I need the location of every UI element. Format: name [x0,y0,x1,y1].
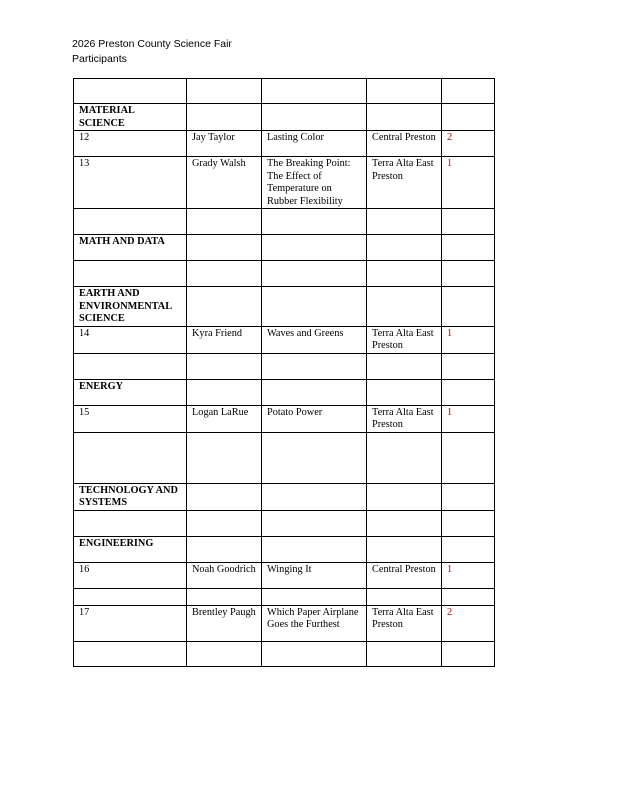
participant-name: Kyra Friend [187,326,262,353]
participants-table-body [74,79,495,667]
empty-cell [74,209,187,235]
empty-cell [74,510,187,536]
empty-cell [442,510,495,536]
blank-row [74,209,495,235]
category-label: ENGINEERING [74,536,187,562]
header-title: 2026 Preston County Science Fair [72,38,232,50]
entry-number: 14 [74,326,187,353]
empty-cell [262,379,367,405]
school-name: Central Preston [367,562,442,588]
empty-cell [442,483,495,510]
table-row [74,131,495,157]
category-row [74,235,495,261]
school-name: Terra Alta East Preston [367,605,442,641]
participant-name: Noah Goodrich [187,562,262,588]
empty-cell [442,104,495,131]
empty-cell [262,353,367,379]
empty-cell [262,641,367,666]
empty-cell [442,379,495,405]
category-label: MATH AND DATA [74,235,187,261]
empty-cell [74,588,187,605]
empty-cell [367,379,442,405]
empty-cell [442,235,495,261]
empty-cell [187,432,262,483]
place-value: 1 [442,326,495,353]
empty-cell [367,353,442,379]
empty-cell [187,287,262,327]
place-value: 2 [442,605,495,641]
empty-cell [367,261,442,287]
participants-table [73,78,495,667]
empty-cell [367,641,442,666]
category-label: EARTH AND ENVIRONMENTAL SCIENCE [74,287,187,327]
entry-number: 13 [74,157,187,209]
empty-cell [367,79,442,104]
blank-row [74,353,495,379]
empty-cell [187,641,262,666]
empty-cell [367,287,442,327]
empty-cell [74,79,187,104]
empty-cell [442,536,495,562]
empty-cell [367,235,442,261]
empty-cell [262,483,367,510]
table-row [74,605,495,641]
empty-cell [262,510,367,536]
empty-cell [262,261,367,287]
category-row [74,287,495,327]
empty-cell [442,353,495,379]
empty-cell [442,261,495,287]
empty-cell [187,261,262,287]
participant-name: Grady Walsh [187,157,262,209]
category-row [74,379,495,405]
header-subtitle: Participants [72,53,127,65]
empty-cell [367,104,442,131]
empty-cell [442,79,495,104]
empty-cell [74,432,187,483]
school-name: Terra Alta East Preston [367,157,442,209]
category-label: TECHNOLOGY AND SYSTEMS [74,483,187,510]
category-row [74,483,495,510]
empty-cell [262,235,367,261]
empty-cell [262,536,367,562]
empty-cell [187,379,262,405]
entry-number: 12 [74,131,187,157]
empty-cell [367,483,442,510]
project-title: The Breaking Point: The Effect of Temperature on Rubber Flexibility [262,157,367,209]
empty-cell [442,432,495,483]
empty-cell [187,353,262,379]
place-value: 1 [442,562,495,588]
blank-row [74,588,495,605]
school-name: Terra Alta East Preston [367,405,442,432]
document-header [72,37,232,67]
empty-cell [367,536,442,562]
empty-cell [187,209,262,235]
table-row [74,157,495,209]
entry-number: 16 [74,562,187,588]
category-label: ENERGY [74,379,187,405]
participant-name: Jay Taylor [187,131,262,157]
empty-cell [262,79,367,104]
blank-row [74,261,495,287]
empty-cell [442,287,495,327]
empty-cell [187,104,262,131]
category-row [74,536,495,562]
empty-cell [187,235,262,261]
empty-cell [262,104,367,131]
empty-cell [262,287,367,327]
table-row [74,326,495,353]
participant-name: Brentley Paugh [187,605,262,641]
empty-cell [442,588,495,605]
empty-cell [187,588,262,605]
empty-cell [74,353,187,379]
empty-cell [262,588,367,605]
empty-cell [187,510,262,536]
table-row [74,562,495,588]
entry-number: 17 [74,605,187,641]
participant-name: Logan LaRue [187,405,262,432]
project-title: Potato Power [262,405,367,432]
empty-cell [367,510,442,536]
empty-cell [74,261,187,287]
blank-row [74,432,495,483]
blank-row [74,641,495,666]
empty-cell [262,209,367,235]
place-value: 1 [442,405,495,432]
empty-cell [187,536,262,562]
project-title: Which Paper Airplane Goes the Furthest [262,605,367,641]
empty-cell [367,432,442,483]
place-value: 2 [442,131,495,157]
empty-cell [442,641,495,666]
category-row [74,104,495,131]
table-row [74,405,495,432]
blank-row [74,79,495,104]
empty-cell [442,209,495,235]
empty-cell [367,209,442,235]
empty-cell [262,432,367,483]
project-title: Winging It [262,562,367,588]
empty-cell [187,483,262,510]
blank-row [74,510,495,536]
empty-cell [74,641,187,666]
project-title: Waves and Greens [262,326,367,353]
school-name: Central Preston [367,131,442,157]
category-label: MATERIAL SCIENCE [74,104,187,131]
entry-number: 15 [74,405,187,432]
place-value: 1 [442,157,495,209]
project-title: Lasting Color [262,131,367,157]
school-name: Terra Alta East Preston [367,326,442,353]
empty-cell [187,79,262,104]
empty-cell [367,588,442,605]
